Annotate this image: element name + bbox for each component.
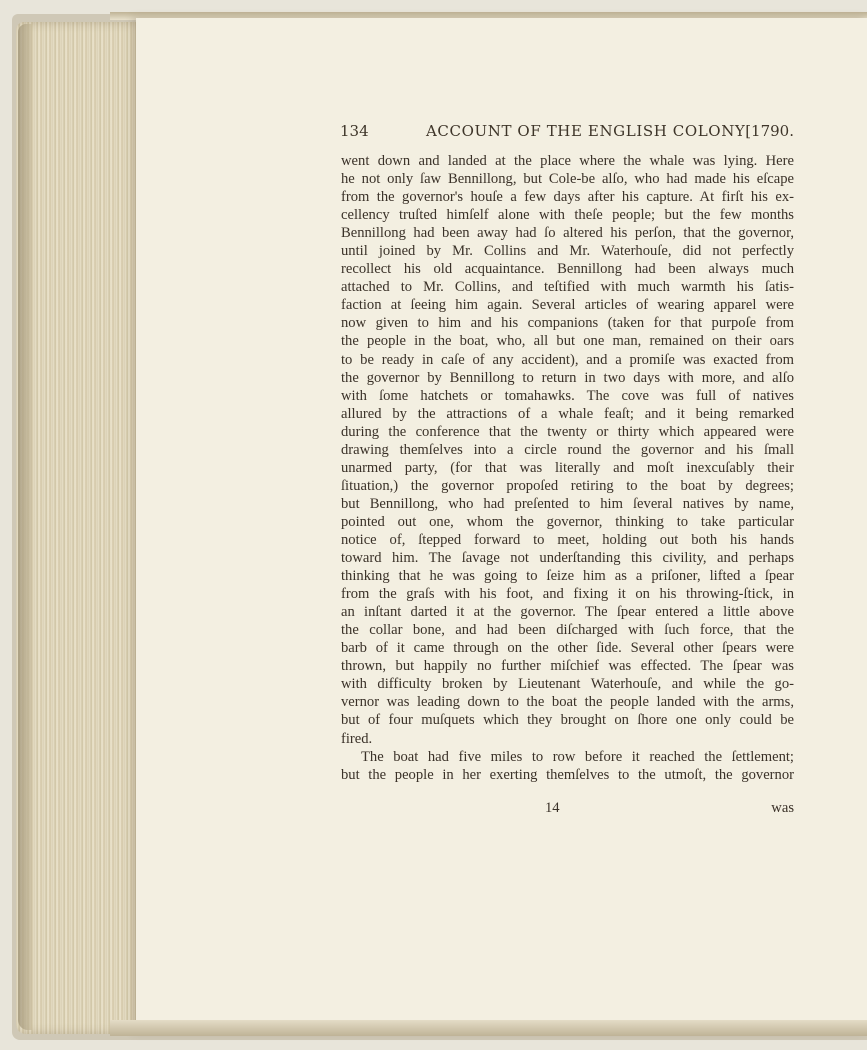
text-line: the collar bone, and had been diſcharged with ſuch force, that the [341, 622, 794, 639]
text-line: pointed out one, whom the governor, thinking to take particular [341, 513, 794, 530]
text-line: but Bennillong, who had preſented to him ſeveral natives by name, [341, 495, 794, 512]
page-stack-edge [18, 24, 32, 1030]
text-line: unarmed party, (for that was literally and moſt inexcuſably their [341, 459, 794, 476]
catchword: was [771, 800, 794, 816]
text-line: recollect his old acquaintance. Bennillong had been always much [341, 261, 794, 278]
page-number: 134 [340, 122, 369, 140]
text-line: fired. [341, 730, 373, 747]
text-line: with ſome hatchets or tomahawks. The cove was full of natives [341, 387, 794, 404]
text-line: cellency truſted himſelf alone with theſe people; but the few months [341, 207, 794, 224]
text-line: from the governor's houſe a few days after his capture. At firſt his ex- [341, 189, 794, 206]
text-line: ſituation,) the governor propoſed retiring to the boat by degrees; [341, 477, 794, 494]
running-header [338, 122, 794, 142]
text-line: but the people in her exerting themſelves to the utmoſt, the governor [341, 766, 794, 783]
text-line: to be ready in caſe of any accident), and a promiſe was exacted from [341, 351, 794, 368]
text-line: Bennillong had been away had ſo altered his perſon, that the governor, [341, 225, 794, 242]
page-footer [341, 800, 794, 820]
text-line: an inſtant darted it at the governor. The ſpear entered a little above [341, 604, 794, 621]
text-line: the governor by Bennillong to return in two days with more, and alſo [341, 369, 794, 386]
text-line: vernor was leading down to the boat the people landed with the arms, [341, 694, 794, 711]
signature-mark: 14 [545, 800, 560, 816]
text-line: went down and landed at the place where the whale was lying. Here [341, 153, 794, 169]
text-line: drawing themſelves into a circle round the governor and his ſmall [341, 441, 794, 458]
text-line: toward him. The ſavage not underſtanding this civility, and perhaps [341, 550, 794, 567]
text-line: during the conference that the twenty or thirty which appeared were [341, 423, 794, 440]
text-line: now given to him and his companions (taken for that purpoſe from [341, 315, 794, 332]
text-line: faction at ſeeing him again. Several articles of wearing apparel were [341, 297, 794, 314]
text-line: but of four muſquets which they brought on ſhore one only could be [341, 712, 794, 729]
text-line: thinking that he was going to ſeize him as a priſoner, lifted a ſpear [341, 568, 794, 585]
text-line: attached to Mr. Collins, and teſtified with much warmth his ſatis- [341, 279, 794, 296]
running-title: ACCOUNT OF THE ENGLISH COLONY [426, 122, 746, 140]
body-text [341, 152, 794, 784]
text-line: the people in the boat, who, all but one man, remained on their oars [341, 333, 794, 350]
text-line: notice of, ſtepped forward to meet, holding out both his hands [341, 531, 794, 548]
text-line: from the graſs with his foot, and fixing it on his throwing-ſtick, in [341, 586, 794, 603]
text-line: thrown, but happily no further miſchief was effected. The ſpear was [341, 658, 794, 675]
text-line: he not only ſaw Bennillong, but Cole-be alſo, who had made his eſcape [341, 171, 794, 188]
text-line: The boat had five miles to row before it reached the ſettlement; [361, 748, 794, 765]
page-stack [16, 22, 146, 1034]
text-line: with difficulty broken by Lieutenant Waterhouſe, and while the go- [341, 676, 794, 693]
header-year: [1790. [745, 122, 794, 140]
page-bottom-edge [110, 1020, 867, 1036]
text-line: until joined by Mr. Collins and Mr. Waterhouſe, did not perfectly [341, 243, 794, 260]
text-line: barb of it came through on the other ſide. Several other ſpears were [341, 640, 794, 657]
text-line: allured by the attractions of a whale feaſt; and it being remarked [341, 405, 794, 422]
